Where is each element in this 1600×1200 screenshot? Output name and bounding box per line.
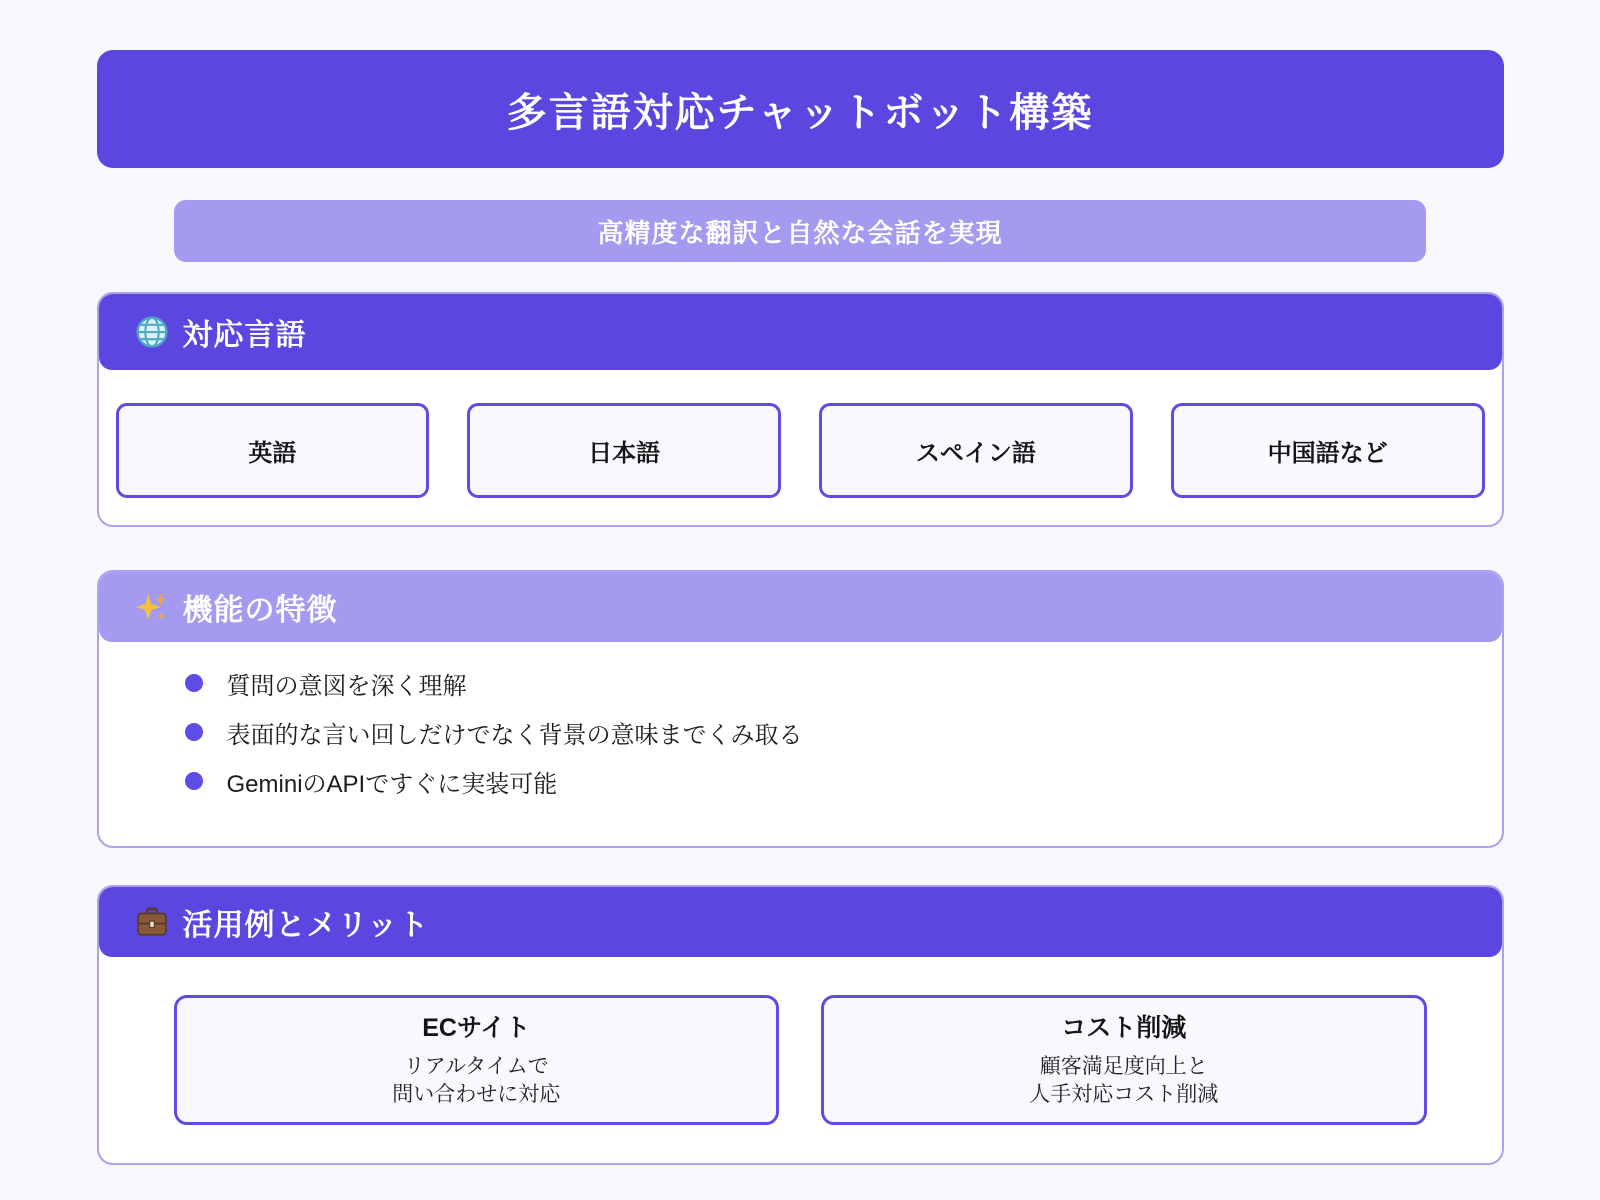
language-label: スペイン語 xyxy=(915,440,1036,467)
bullet-dot-icon xyxy=(185,772,203,790)
language-box-chinese xyxy=(1171,403,1485,498)
language-label: 中国語など xyxy=(1267,440,1388,467)
language-label: 日本語 xyxy=(588,440,661,467)
sparkles-icon xyxy=(135,590,169,624)
language-box-japanese xyxy=(467,403,781,498)
feature-text: 表面的な言い回しだけでなく背景の意味までくみ取る xyxy=(226,721,803,749)
bullet-dot-icon xyxy=(185,723,203,741)
usecase-description-line: 問い合わせに対応 xyxy=(392,1083,561,1107)
list-item xyxy=(185,666,1462,700)
usecase-box-ec-site xyxy=(174,995,780,1125)
section-title: 機能の特徴 xyxy=(182,594,338,627)
section-supported-languages-header xyxy=(99,294,1502,370)
feature-text: 質問の意図を深く理解 xyxy=(226,672,467,700)
language-box-spanish xyxy=(819,403,1133,498)
usecase-title: ECサイト xyxy=(422,1014,531,1042)
list-item xyxy=(185,764,1462,798)
section-features xyxy=(97,570,1504,848)
subtitle-bar xyxy=(174,200,1426,262)
section-title: 活用例とメリット xyxy=(182,909,430,942)
page-title: 多言語対応チャットボット構築 xyxy=(506,90,1094,135)
subtitle-text: 高精度な翻訳と自然な会話を実現 xyxy=(597,217,1003,248)
section-use-cases xyxy=(97,885,1504,1165)
slide-page xyxy=(0,50,1600,1200)
usecase-description-line: 人手対応コスト削減 xyxy=(1029,1083,1219,1107)
language-row xyxy=(99,370,1502,525)
briefcase-icon xyxy=(135,905,169,939)
bullet-dot-icon xyxy=(185,674,203,692)
feature-text: GeminiのAPIですぐに実装可能 xyxy=(226,770,558,798)
feature-list xyxy=(99,642,1502,846)
globe-icon xyxy=(135,315,169,349)
section-supported-languages xyxy=(97,292,1504,527)
language-label: 英語 xyxy=(248,440,297,467)
usecase-box-cost-reduction xyxy=(821,995,1427,1125)
section-features-header xyxy=(99,572,1502,642)
usecase-description-line: リアルタイムで xyxy=(403,1055,549,1078)
list-item xyxy=(185,715,1462,749)
usecase-title: コスト削減 xyxy=(1061,1014,1187,1042)
usecase-description-line: 顧客満足度向上と xyxy=(1039,1055,1208,1078)
section-title: 対応言語 xyxy=(182,319,307,352)
section-use-cases-header xyxy=(99,887,1502,957)
usecase-row xyxy=(99,957,1502,1163)
title-bar xyxy=(97,50,1504,168)
language-box-english xyxy=(116,403,430,498)
